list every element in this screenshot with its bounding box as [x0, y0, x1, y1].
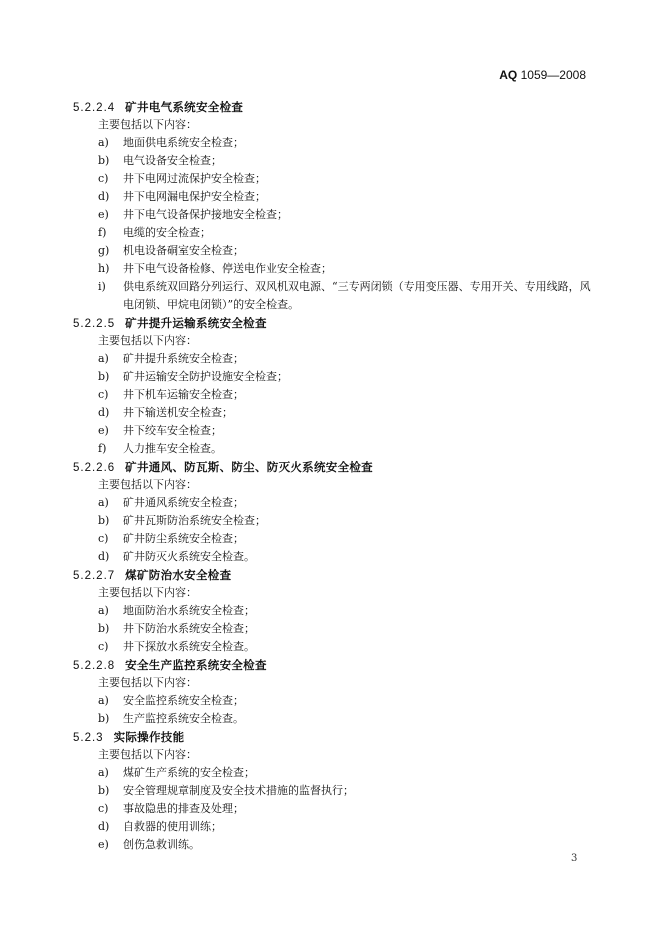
list-item — [73, 242, 593, 260]
section-intro: 主要包括以下内容： — [98, 748, 197, 761]
list-item-text: 井下电网过流保护安全检查； — [123, 172, 266, 185]
section-heading — [73, 656, 593, 674]
list-item — [73, 404, 593, 422]
page-header — [499, 68, 586, 82]
list-item-text: 创伤急救训练。 — [123, 838, 200, 851]
list-item-marker: e) — [98, 208, 109, 221]
section-title: 煤矿防治水安全检查 — [125, 568, 232, 582]
list-item-text: 电缆的安全检查； — [123, 226, 211, 239]
list-item — [73, 350, 593, 368]
page-number: 3 — [571, 853, 578, 864]
list-item-marker: c) — [98, 640, 109, 653]
list-item-marker: c) — [98, 532, 109, 545]
list-item-text: 地面供电系统安全检查； — [123, 136, 244, 149]
list-item-marker: c) — [98, 802, 109, 815]
list-item — [73, 818, 593, 836]
list-item-marker: d) — [98, 550, 110, 563]
list-item — [73, 494, 593, 512]
list-item — [73, 260, 593, 278]
list-item-text: 矿井瓦斯防治系统安全检查； — [123, 514, 266, 527]
list-item-text: 井下防治水系统安全检查； — [123, 622, 255, 635]
list-item-text: 安全管理规章制度及安全技术措施的监督执行； — [123, 784, 354, 797]
list-item — [73, 368, 593, 386]
section-title: 安全生产监控系统安全检查 — [125, 658, 267, 672]
list-item-marker: a) — [98, 694, 109, 707]
section-number: 5.2.2.7 — [73, 570, 116, 582]
list-item — [73, 638, 593, 656]
list-item — [73, 602, 593, 620]
document-body — [73, 98, 593, 854]
list-item-marker: e) — [98, 424, 109, 437]
section-number: 5.2.2.4 — [73, 102, 116, 114]
section-intro: 主要包括以下内容： — [98, 676, 197, 689]
list-item-text: 矿井防尘系统安全检查； — [123, 532, 244, 545]
list-item — [73, 800, 593, 818]
list-item-text: 井下输送机安全检查； — [123, 406, 233, 419]
list-item-marker: d) — [98, 820, 110, 833]
list-item-text: 井下电网漏电保护安全检查； — [123, 190, 266, 203]
section-heading — [73, 98, 593, 116]
standard-code: 1059—2008 — [520, 68, 586, 82]
section-intro: 主要包括以下内容： — [98, 334, 197, 347]
list-item-text: 井下绞车安全检查； — [123, 424, 222, 437]
list-item-text: 电气设备安全检查； — [123, 154, 222, 167]
list-item-text: 煤矿生产系统的安全检查； — [123, 766, 255, 779]
list-item-text: 供电系统双回路分列运行、双风机双电源、“三专两闭锁（专用变压器、专用开关、专用线路，风电闭锁、甲烷电闭锁）”的安全检查。 — [123, 280, 591, 311]
list-item — [73, 710, 593, 728]
list-item-text: 矿井运输安全防护设施安全检查； — [123, 370, 288, 383]
section-heading — [73, 458, 593, 476]
list-item-marker: c) — [98, 388, 109, 401]
list-item — [73, 692, 593, 710]
list-item — [73, 530, 593, 548]
list-item-marker: a) — [98, 766, 109, 779]
section-title: 矿井提升运输系统安全检查 — [125, 316, 267, 330]
list-item-marker: i) — [98, 280, 106, 293]
list-item-marker: b) — [98, 514, 110, 527]
list-item — [73, 764, 593, 782]
list-item — [73, 548, 593, 566]
list-item-text: 井下电气设备保护接地安全检查； — [123, 208, 288, 221]
list-item-marker: b) — [98, 622, 110, 635]
section-number: 5.2.3 — [73, 732, 104, 744]
list-item-marker: b) — [98, 784, 110, 797]
list-item — [73, 206, 593, 224]
list-item-marker: d) — [98, 190, 110, 203]
list-item-text: 自救器的使用训练； — [123, 820, 222, 833]
list-item-text: 机电设备硐室安全检查； — [123, 244, 244, 257]
list-item-marker: b) — [98, 370, 110, 383]
list-item — [73, 836, 593, 854]
section-heading — [73, 566, 593, 584]
list-item-marker: d) — [98, 406, 110, 419]
list-item — [73, 134, 593, 152]
standard-prefix: AQ — [499, 68, 518, 82]
list-item — [73, 782, 593, 800]
section-number: 5.2.2.8 — [73, 660, 116, 672]
list-item-text: 井下电气设备检修、停送电作业安全检查； — [123, 262, 332, 275]
list-item-text: 人力推车安全检查。 — [123, 442, 222, 455]
section-number: 5.2.2.5 — [73, 318, 116, 330]
list-item-marker: f) — [98, 442, 107, 455]
list-item — [73, 278, 593, 314]
section-intro: 主要包括以下内容： — [98, 478, 197, 491]
section-heading — [73, 728, 593, 746]
list-item — [73, 170, 593, 188]
list-item — [73, 422, 593, 440]
list-item-marker: a) — [98, 352, 109, 365]
section-number: 5.2.2.6 — [73, 462, 116, 474]
section-title: 实际操作技能 — [113, 730, 185, 744]
list-item-marker: c) — [98, 172, 109, 185]
list-item — [73, 386, 593, 404]
list-item-text: 井下机车运输安全检查； — [123, 388, 244, 401]
list-item-text: 矿井通风系统安全检查； — [123, 496, 244, 509]
list-item-text: 矿井提升系统安全检查； — [123, 352, 244, 365]
list-item — [73, 512, 593, 530]
list-item-text: 矿井防灭火系统安全检查。 — [123, 550, 255, 563]
section-intro: 主要包括以下内容： — [98, 586, 197, 599]
list-item — [73, 440, 593, 458]
list-item-marker: b) — [98, 154, 110, 167]
list-item — [73, 224, 593, 242]
list-item-marker: g) — [98, 244, 110, 257]
list-item — [73, 152, 593, 170]
list-item-marker: b) — [98, 712, 110, 725]
list-item-marker: h) — [98, 262, 110, 275]
section-heading — [73, 314, 593, 332]
list-item-text: 安全监控系统安全检查； — [123, 694, 244, 707]
section-title: 矿井电气系统安全检查 — [125, 100, 244, 114]
list-item-text: 井下探放水系统安全检查。 — [123, 640, 255, 653]
section-intro: 主要包括以下内容： — [98, 118, 197, 131]
list-item-marker: f) — [98, 226, 107, 239]
list-item-text: 生产监控系统安全检查。 — [123, 712, 244, 725]
list-item-marker: a) — [98, 136, 109, 149]
list-item-marker: e) — [98, 838, 109, 851]
list-item — [73, 620, 593, 638]
list-item-text: 地面防治水系统安全检查； — [123, 604, 255, 617]
section-title: 矿井通风、防瓦斯、防尘、防灭火系统安全检查 — [125, 460, 373, 474]
list-item-marker: a) — [98, 496, 109, 509]
list-item-marker: a) — [98, 604, 109, 617]
list-item-text: 事故隐患的排查及处理； — [123, 802, 244, 815]
list-item — [73, 188, 593, 206]
